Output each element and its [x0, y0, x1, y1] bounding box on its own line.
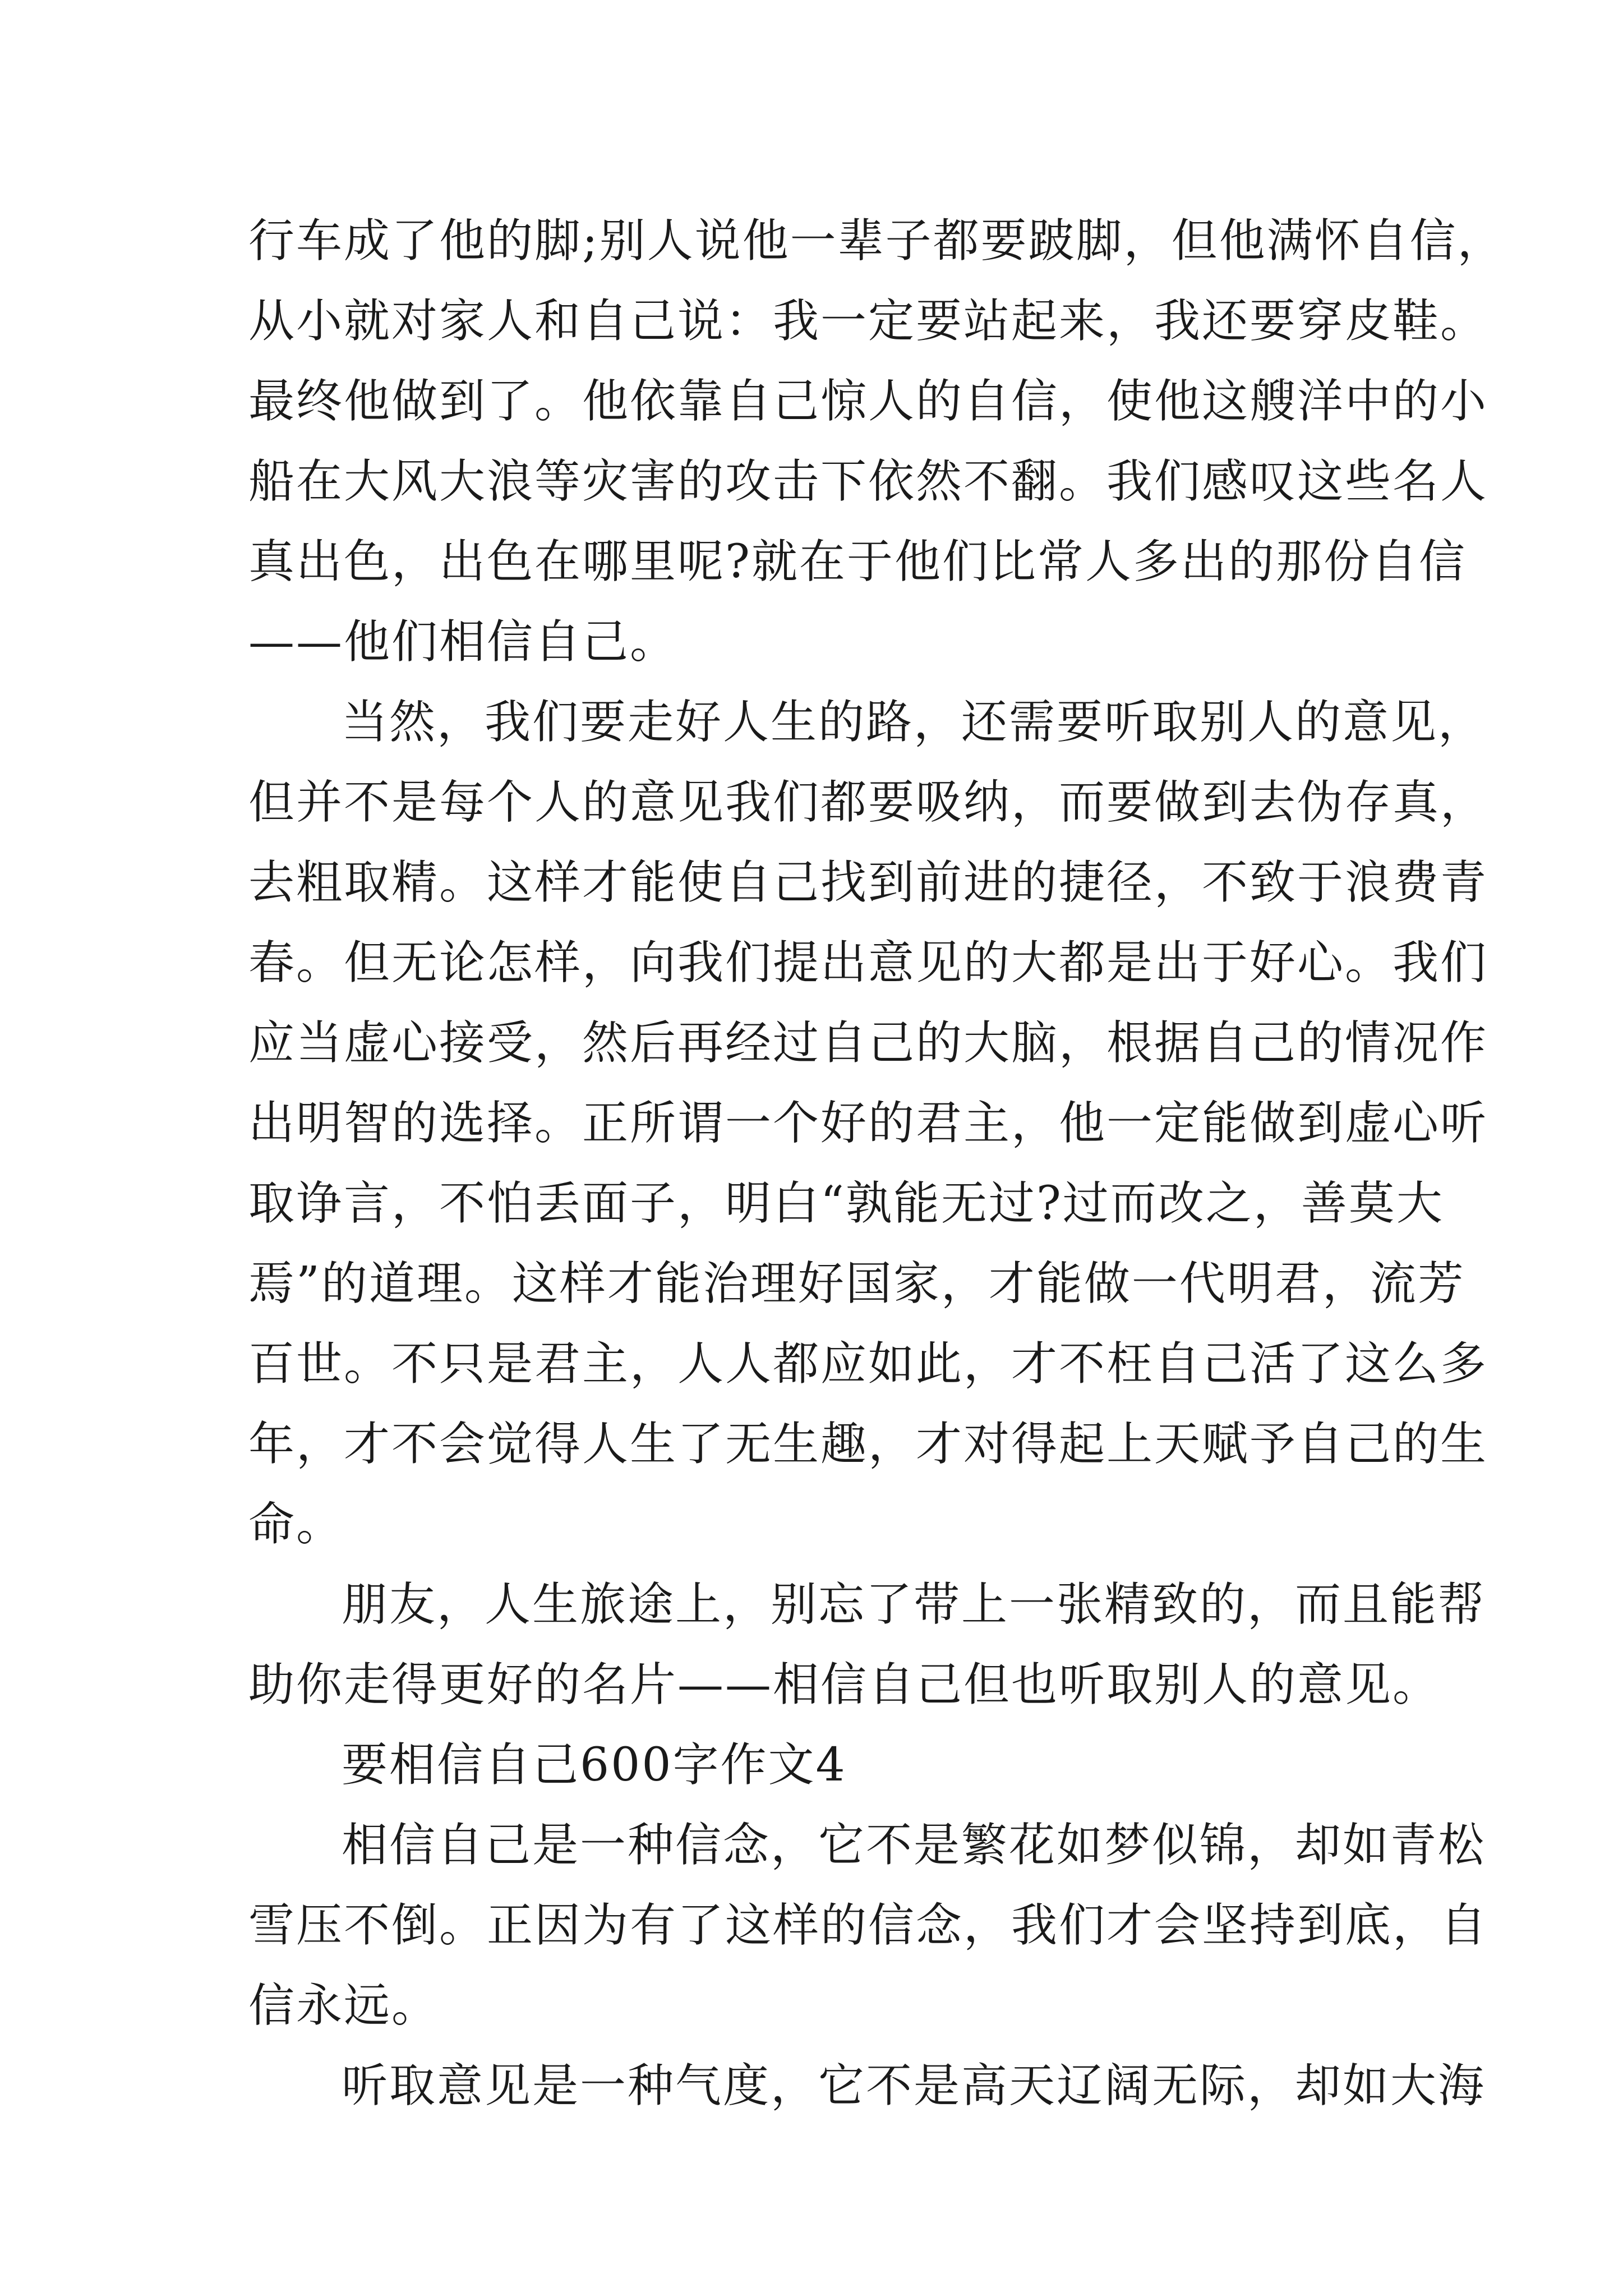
text-line: 出明智的选择。正所谓一个好的君主，他一定能做到虚心听	[248, 1097, 1488, 1150]
text-line: 真出色，出色在哪里呢?就在于他们比常人多出的那份自信	[248, 535, 1467, 588]
text-line: 取诤言，不怕丢面子，明白“孰能无过?过而改之，善莫大	[248, 1177, 1444, 1230]
text-line: 听取意见是一种气度，它不是高天辽阔无际，却如大海	[342, 2059, 1486, 2113]
text-line: 焉”的道理。这样才能治理好国家，才能做一代明君，流芳	[248, 1257, 1465, 1310]
text-line: 信永远。	[248, 1979, 440, 2032]
text-line: 从小就对家人和自己说：我一定要站起来，我还要穿皮鞋。	[248, 295, 1488, 348]
text-line: ——他们相信自己。	[248, 615, 678, 669]
paragraph-listen-to-advice	[248, 682, 1488, 1565]
text-line: 百世。不只是君主，人人都应如此，才不枉自己活了这么多	[248, 1337, 1488, 1391]
document-body	[248, 201, 1505, 2126]
paragraph-belief	[248, 1805, 1488, 2046]
paragraph-tolerance	[248, 2046, 1486, 2126]
text-line: 相信自己是一种信念，它不是繁花如梦似锦，却如青松	[342, 1819, 1486, 1872]
text-line: 最终他做到了。他依靠自己惊人的自信，使他这艘洋中的小	[248, 375, 1488, 428]
text-line: 去粗取精。这样才能使自己找到前进的捷径，不致于浪费青	[248, 856, 1488, 909]
text-line: 行车成了他的脚;别人说他一辈子都要跛脚，但他满怀自信，	[248, 214, 1505, 268]
paragraph-confidence-examples	[248, 201, 1505, 682]
essay-heading-text: 要相信自己600字作文4	[342, 1738, 847, 1792]
text-line: 年，才不会觉得人生了无生趣，才对得起上天赋予自己的生	[248, 1418, 1488, 1471]
paragraph-conclusion	[248, 1565, 1486, 1725]
essay-heading	[248, 1725, 1404, 1805]
text-line: 但并不是每个人的意见我们都要吸纳，而要做到去伪存真，	[248, 776, 1488, 829]
text-line: 当然，我们要走好人生的路，还需要听取别人的意见，	[342, 696, 1486, 749]
text-line: 船在大风大浪等灾害的攻击下依然不翻。我们感叹这些名人	[248, 455, 1488, 508]
text-line: 助你走得更好的名片——相信自己但也听取别人的意见。	[248, 1658, 1441, 1711]
text-line: 应当虚心接受，然后再经过自己的大脑，根据自己的情况作	[248, 1016, 1488, 1070]
text-line: 朋友，人生旅途上，别忘了带上一张精致的，而且能帮	[342, 1578, 1486, 1631]
text-line: 春。但无论怎样，向我们提出意见的大都是出于好心。我们	[248, 936, 1488, 990]
text-line: 命。	[248, 1498, 344, 1551]
text-line: 雪压不倒。正因为有了这样的信念，我们才会坚持到底，自	[248, 1899, 1488, 1952]
